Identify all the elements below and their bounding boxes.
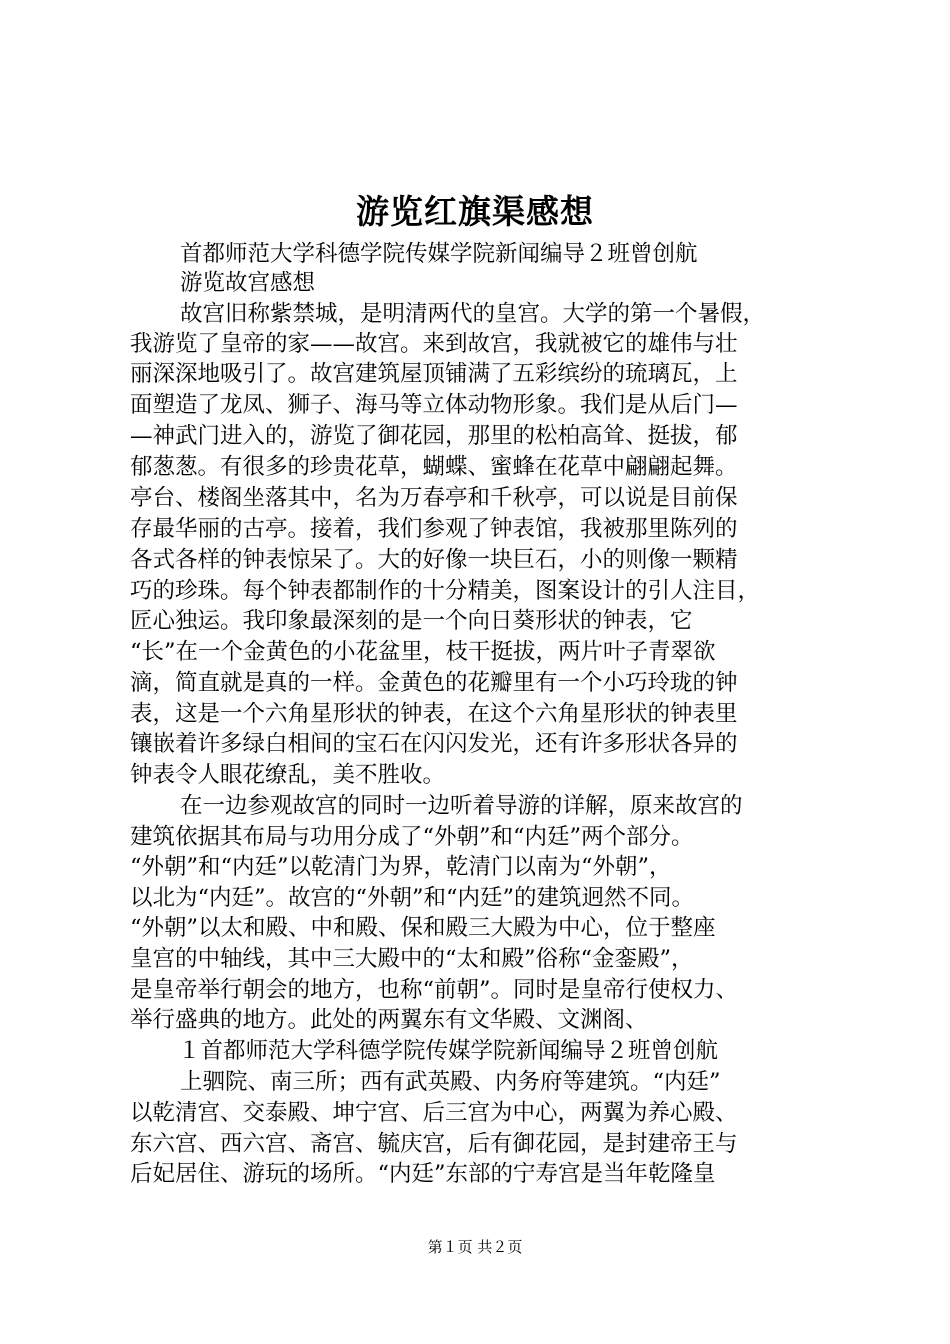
body-line: 举行盛典的地方。此处的两翼东有文华殿、文渊阁、 <box>130 1007 648 1033</box>
body-line: 我游览了皇帝的家——故宫。来到故宫，我就被它的雄伟与壮 <box>130 331 738 357</box>
body-line: 各式各样的钟表惊呆了。大的好像一块巨石，小的则像一颗精 <box>130 547 738 573</box>
author-line: 首都师范大学科德学院传媒学院新闻编导２班曾创航 <box>180 241 698 267</box>
body-line: 建筑依据其布局与功用分成了“外朝”和“内廷”两个部分。 <box>130 824 694 850</box>
body-line: 是皇帝举行朝会的地方，也称“前朝”。同时是皇帝行使权力、 <box>130 977 739 1003</box>
body-line: “外朝”以太和殿、中和殿、保和殿三大殿为中心，位于整座 <box>130 915 716 941</box>
body-line: 以北为“内廷”。故宫的“外朝”和“内廷”的建筑迥然不同。 <box>130 885 695 911</box>
body-line: 钟表令人眼花缭乱，美不胜收。 <box>130 762 446 788</box>
body-line: 郁葱葱。有很多的珍贵花草，蝴蝶、蜜蜂在花草中翩翩起舞。 <box>130 454 738 480</box>
body-line: 在一边参观故宫的同时一边听着导游的详解，原来故宫的 <box>180 793 743 819</box>
body-line: 存最华丽的古亭。接着，我们参观了钟表馆，我被那里陈列的 <box>130 516 738 542</box>
page-header-line: １首都师范大学科德学院传媒学院新闻编导２班曾创航 <box>178 1038 719 1064</box>
body-line: 匠心独运。我印象最深刻的是一个向日葵形状的钟表，它 <box>130 608 693 634</box>
body-line: 皇宫的中轴线，其中三大殿中的“太和殿”俗称“金銮殿”， <box>130 946 694 972</box>
body-line: “外朝”和“内廷”以乾清门为界，乾清门以南为“外朝”， <box>130 854 672 880</box>
body-line: 后妃居住、游玩的场所。“内廷”东部的宁寿宫是当年乾隆皇 <box>130 1161 716 1187</box>
body-line: “长”在一个金黄色的小花盆里，枝干挺拔，两片叶子青翠欲 <box>130 639 716 665</box>
body-line: 上驷院、南三所；西有武英殿、内务府等建筑。“内廷” <box>180 1069 721 1095</box>
body-line: 表，这是一个六角星形状的钟表，在这个六角星形状的钟表里 <box>130 701 738 727</box>
body-line: 镶嵌着许多绿白相间的宝石在闪闪发光，还有许多形状各异的 <box>130 731 738 757</box>
body-line: 故宫旧称紫禁城，是明清两代的皇宫。大学的第一个暑假， <box>180 301 766 327</box>
body-line: 滴，简直就是真的一样。金黄色的花瓣里有一个小巧玲珑的钟 <box>130 670 738 696</box>
body-line: 亭台、楼阁坐落其中，名为万春亭和千秋亭，可以说是目前保 <box>130 485 738 511</box>
body-line: 面塑造了龙凤、狮子、海马等立体动物形象。我们是从后门— <box>130 392 738 418</box>
subtitle-line: 游览故宫感想 <box>180 270 316 296</box>
body-line: 东六宫、西六宫、斋宫、毓庆宫，后有御花园，是封建帝王与 <box>130 1131 738 1157</box>
page-number-footer: 第１页 共２页 <box>427 1238 523 1256</box>
document-title: 游览红旗渠感想 <box>356 192 594 231</box>
body-line: —神武门进入的，游览了御花园，那里的松柏高耸、挺拔，郁 <box>130 423 738 449</box>
body-line: 丽深深地吸引了。故宫建筑屋顶铺满了五彩缤纷的琉璃瓦，上 <box>130 361 738 387</box>
body-line: 以乾清宫、交泰殿、坤宁宫、后三宫为中心，两翼为养心殿、 <box>130 1100 738 1126</box>
body-line: 巧的珍珠。每个钟表都制作的十分精美，图案设计的引人注目， <box>130 578 761 604</box>
